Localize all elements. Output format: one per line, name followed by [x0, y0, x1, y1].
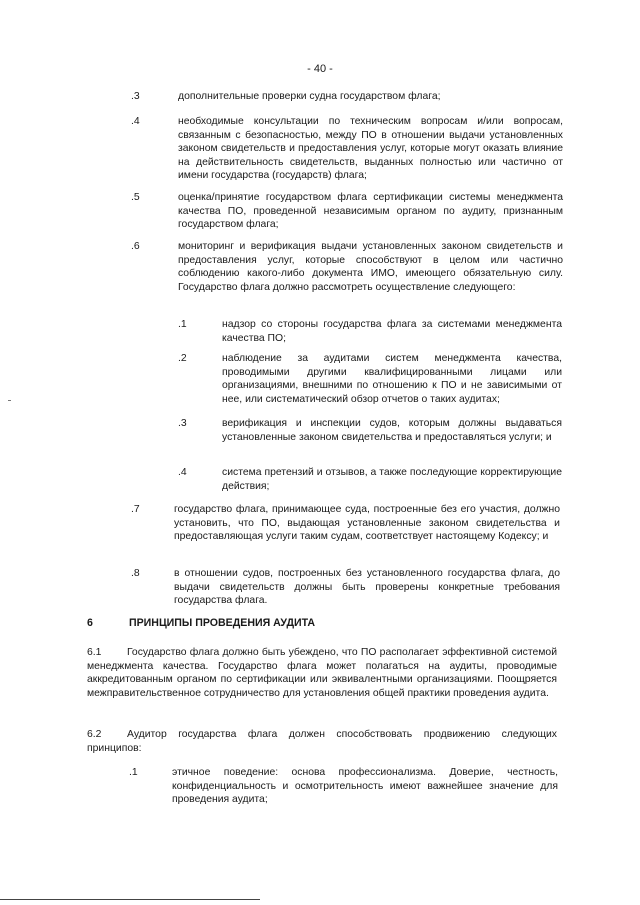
paragraph	[87, 728, 557, 755]
list-item-number: .6	[131, 241, 140, 252]
list-item-number: .7	[131, 504, 140, 515]
sub-item-number: .2	[178, 353, 187, 364]
paragraph	[87, 646, 557, 700]
principle-number: .1	[129, 767, 138, 778]
list-item-text: государство флага, принимающее суда, построенные без его участия, должно установить, что ПО, выдающая установленные законом свидетельства и предоставляющая услуги таким судам, соответствует настоящему Кодексу; и	[174, 504, 560, 543]
paragraph-text: Аудитор государства флага должен способствовать продвижению следующих принципов:	[87, 729, 557, 754]
paragraph-number: 6.2	[87, 729, 102, 740]
sub-item-text: надзор со стороны государства флага за системами менеджмента качества ПО;	[222, 319, 562, 344]
sub-item-text: система претензий и отзывов, а также последующие корректирующие действия;	[222, 467, 562, 492]
list-item-text: необходимые консультации по техническим вопросам и/или вопросам, связанным с безопасностью, между ПО в отношении выдачи установленных законом свидетельств и предоставления услуг, которые могут оказать влияние на действительность свидетельств, выданных полностью или частично от имени государства (государств) флага;	[178, 116, 563, 182]
sub-item-number: .3	[178, 418, 187, 429]
margin-mark	[8, 400, 11, 401]
sub-item-number: .4	[178, 467, 187, 478]
page-number: - 40 -	[307, 63, 333, 75]
list-item-text: мониторинг и верификация выдачи установленных законом свидетельств и предоставления услуг, которые способствуют в целом или частично соблюдению какого-либо документа ИМО, имеющего обязательную силу. Государство флага должно рассмотреть осуществление следующего:	[178, 241, 563, 293]
section-number: 6	[87, 617, 93, 629]
paragraph-text: Государство флага должно быть убеждено, что ПО располагает эффективной системой менеджмента качества. Государство флага может полагаться на аудиты, проводимые аккредитованным органом по сертификации или эквивалентными организациями. Поощряется межправительственное сотрудничество для установления общей практики проведения аудита.	[87, 647, 557, 699]
section-title: ПРИНЦИПЫ ПРОВЕДЕНИЯ АУДИТА	[129, 617, 316, 629]
bottom-rule	[0, 899, 260, 900]
paragraph-number: 6.1	[87, 647, 102, 658]
sub-item-text: верификация и инспекции судов, которым должны выдаваться установленные законом свидетельства и предоставляться услуги; и	[222, 418, 562, 443]
list-item-number: .4	[131, 116, 140, 127]
list-item-text: дополнительные проверки судна государством флага;	[178, 91, 441, 102]
principle-text: этичное поведение: основа профессионализма. Доверие, честность, конфиденциальность и осмотрительность имеют важнейшее значение для проведения аудита;	[172, 767, 558, 806]
list-item-text: оценка/принятие государством флага сертификации системы менеджмента качества ПО, проведенной независимым органом по аудиту, признанным государством флага;	[178, 192, 563, 231]
list-item-number: .8	[131, 568, 140, 579]
sub-item-text: наблюдение за аудитами систем менеджмента качества, проводимыми другими квалифицированными лицами или организациями, внешними по отношению к ПО и не зависимыми от нее, или систематический обзор отчетов о таких аудитах;	[222, 353, 562, 405]
list-item-text: в отношении судов, построенных без установленного государства флага, до выдачи свидетельств должны быть проверены конкретные требования государства флага.	[174, 568, 560, 607]
list-item-number: .3	[131, 91, 140, 102]
sub-item-number: .1	[178, 319, 187, 330]
list-item-number: .5	[131, 192, 140, 203]
